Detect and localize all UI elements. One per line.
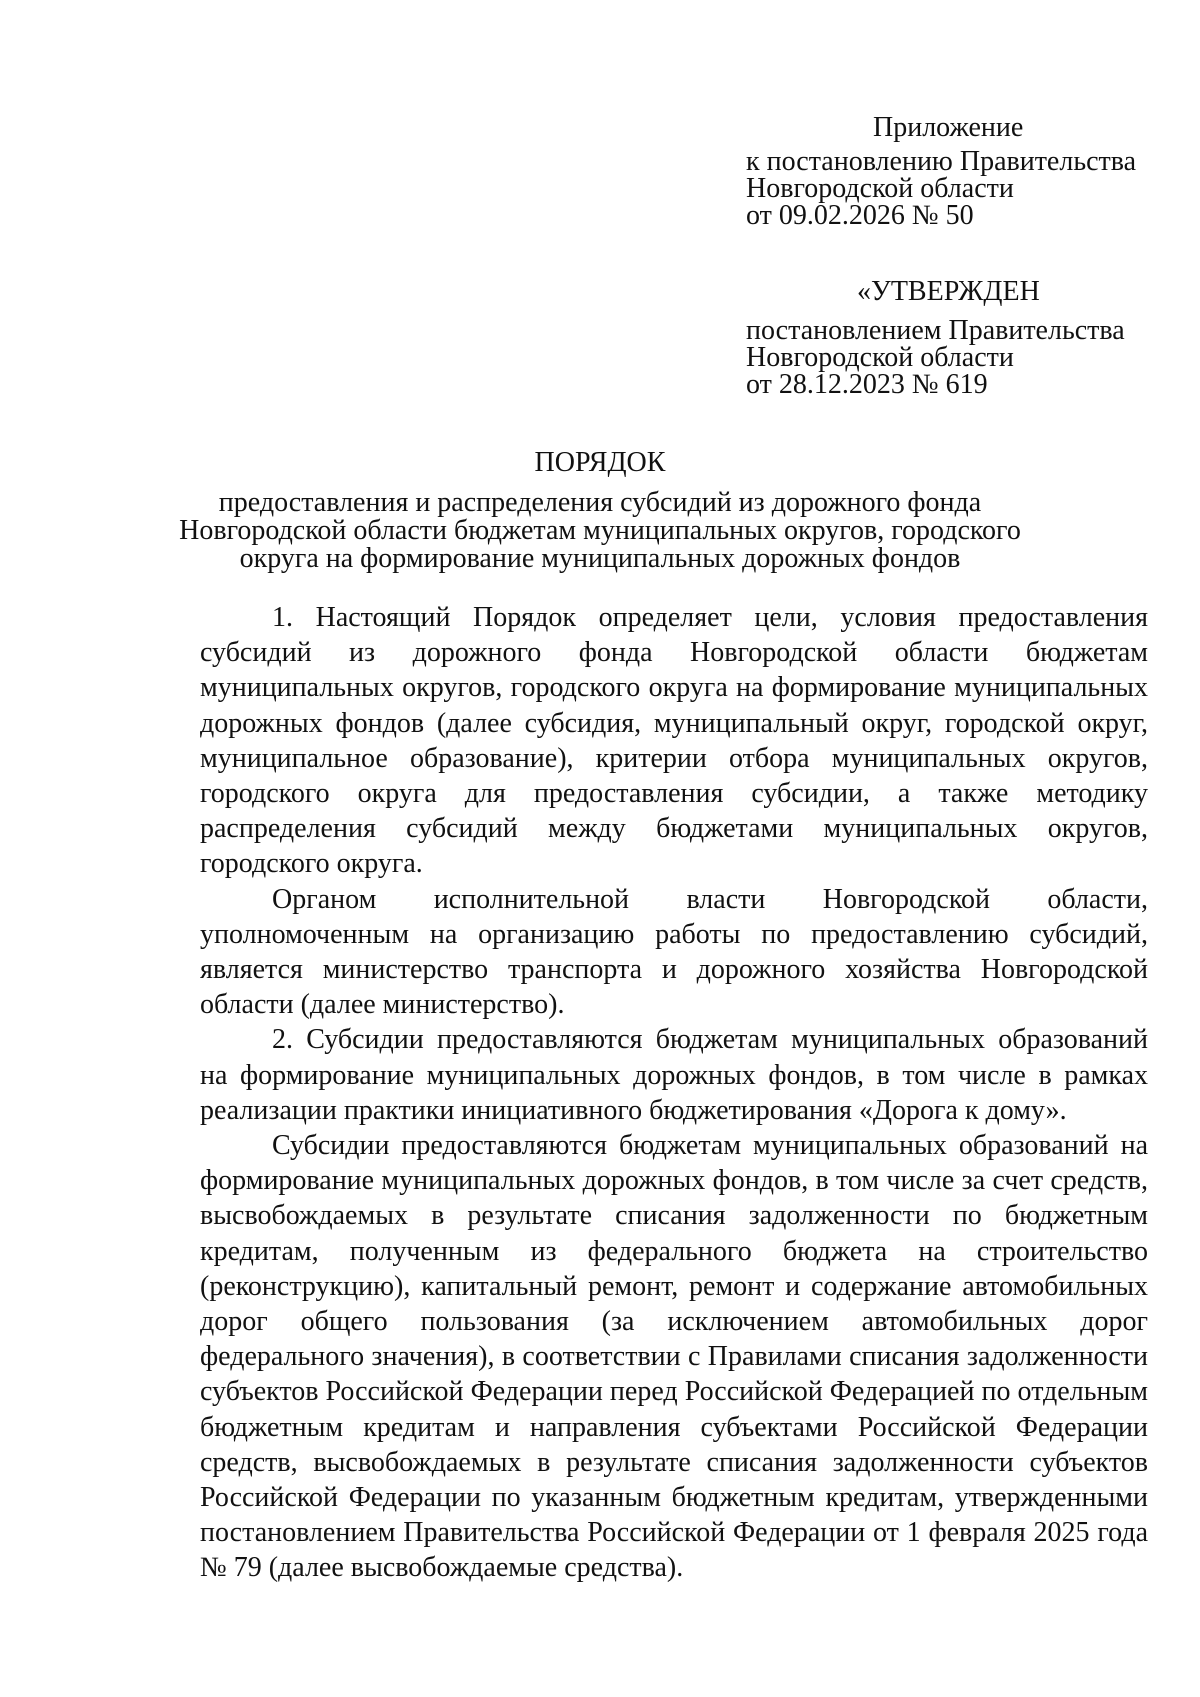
document-body: [200, 600, 1148, 1586]
approval-line: Новгородской области: [746, 342, 1014, 373]
appendix-line: Новгородской области: [746, 173, 1014, 204]
appendix-line: к постановлению Правительства: [746, 146, 1137, 177]
appendix-reference: [746, 148, 1136, 229]
subtitle-line: предоставления и распределения субсидий из дорожного фонда: [218, 487, 982, 518]
approval-line: от 28.12.2023 № 619: [746, 369, 988, 400]
subtitle-line: Новгородской области бюджетам муниципальных округов, городского: [179, 515, 1021, 546]
appendix-line: от 09.02.2026 № 50: [746, 200, 974, 231]
document-title: ПОРЯДОК: [534, 447, 666, 478]
document-subtitle: [150, 489, 1050, 573]
subtitle-line: округа на формирование муниципальных дорожных фондов: [239, 543, 961, 574]
approval-reference: [746, 317, 1125, 398]
approved-title: «УТВЕРЖДЕН: [857, 276, 1040, 307]
paragraph-1: 1. Настоящий Порядок определяет цели, условия предоставления субсидий из дорожного фонда Новгородской области бюджетам муниципальных округов, городского округа на формирование муниципальных дорожных фондов (далее субсидия, муниципальный округ, городской округ, муниципальное образование), критерии отбора муниципальных округов, городского округа для предоставления субсидии, а также методику распределения субсидий между бюджетами муниципальных округов, городского округа.: [200, 602, 1148, 880]
paragraph-3: 2. Субсидии предоставляются бюджетам муниципальных образований на формирование муниципальных дорожных фондов, в том числе в рамках реализации практики инициативного бюджетирования «Дорога к дому».: [200, 1024, 1148, 1126]
appendix-title: Приложение: [873, 112, 1024, 143]
approval-line: постановлением Правительства: [746, 315, 1125, 346]
paragraph-2: Органом исполнительной власти Новгородской области, уполномоченным на организацию работы по предоставлению субсидий, является министерство транспорта и дорожного хозяйства Новгородской области (далее министерство).: [200, 883, 1148, 1021]
paragraph-4: Субсидии предоставляются бюджетам муниципальных образований на формирование муниципальных дорожных фондов, в том числе за счет средств, высвобождаемых в результате списания задолженности по бюджетным кредитам, полученным из федерального бюджета на строительство (реконструкцию), капитальный ремонт, ремонт и содержание автомобильных дорог общего пользования (за исключением автомобильных дорог федерального значения), в соответствии с Правилами списания задолженности субъектов Российской Федерации перед Российской Федерацией по отдельным бюджетным кредитам и направления субъектами Российской Федерации средств, высвобождаемых в результате списания задолженности субъектов Российской Федерации по указанным бюджетным кредитам, утвержденными постановлением Правительства Российской Федерации от 1 февраля 2025 года № 79 (далее высвобождаемые средства).: [200, 1130, 1148, 1584]
